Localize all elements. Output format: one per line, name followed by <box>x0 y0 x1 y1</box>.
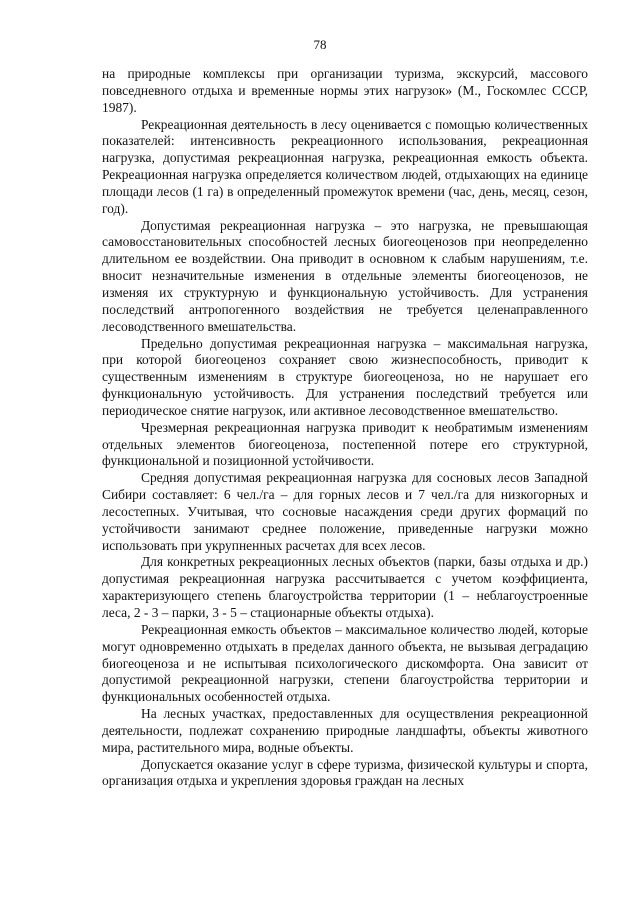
paragraph-recreational-activity: Рекреационная деятельность в лесу оценивается с помощью количественных показателей: интенсивность рекреационного использования, рекреационная нагрузка, допустимая рекреационная нагрузка, рекреационная емкость объекта. Рекреационная нагрузка определяется количеством людей, отдыхающих на единице площади лесов (1 га) в определенный промежуток времени (час, день, месяц, сезон, год). <box>102 116 588 216</box>
paragraph-excessive-load: Чрезмерная рекреационная нагрузка приводит к необратимым изменениям отдельных элементов биогеоценоза, постепенной потере его структурной, функциональной и позиционной устойчивости. <box>102 419 588 469</box>
paragraph-maximum-permissible-load: Предельно допустимая рекреационная нагрузка – максимальная нагрузка, при которой биогеоценоз сохраняет свою жизнеспособность, приводит к существенным изменениям в структуре биогеоценоза, но не нарушает его функциональную устойчивость. Для устранения последствий требуется или периодическое снятие нагрузок, или активное лесоводственное вмешательство. <box>102 335 588 418</box>
paragraph-continuation: на природные комплексы при организации туризма, экскурсий, массового повседневного отдыха и временные нормы этих нагрузок» (М., Госкомлес СССР, 1987). <box>102 66 588 115</box>
paragraph-specific-objects: Для конкретных рекреационных лесных объектов (парки, базы отдыха и др.) допустимая рекреационная нагрузка рассчитывается с учетом коэффициента, характеризующего степень благоустройства территории (1 – неблагоустроенные леса, 2 - 3 – парки, 3 - 5 – стационарные объекты отдыха). <box>102 554 588 620</box>
paragraph-recreational-capacity: Рекреационная емкость объектов – максимальное количество людей, которые могут одновременно отдыхать в пределах данного объекта, не вызывая деградацию биогеоценоза и не испытывая психологического дискомфорта. Она зависит от допустимой рекреационной нагрузки, степени благоустройства территории и функциональных особенностей отдыха. <box>102 621 588 705</box>
paragraph-services-allowed: Допускается оказание услуг в сфере туризма, физической культуры и спорта, организация отдыха и укрепления здоровья граждан на лесных <box>102 756 588 789</box>
body-text <box>102 66 588 790</box>
paragraph-permissible-load: Допустимая рекреационная нагрузка – это нагрузка, не превышающая самовосстановительных способностей лесных биогеоценозов при неопределенно длительном ее воздействии. Она приводит в основном к слабым нарушениям, т.е. вносит незначительные изменения в отдельные элементы биогеоценозов, не изменяя их структурную и функциональную устойчивость. Для устранения последствий антропогенного воздействия не требуется целенаправленного лесоводственного вмешательства. <box>102 217 588 334</box>
paragraph-forest-plots: На лесных участках, предоставленных для осуществления рекреационной деятельности, подлежат сохранению природные ландшафты, объекты животного мира, растительного мира, водные объекты. <box>102 706 588 755</box>
page-number: 78 <box>313 37 327 52</box>
paragraph-average-load: Средняя допустимая рекреационная нагрузка для сосновых лесов Западной Сибири составляет: 6 чел./га – для горных лесов и 7 чел./га для низкогорных и лесостепных. Учитывая, что сосновые насаждения среди других формаций по устойчивости занимают среднее положение, приведенные нагрузки можно использовать при укрупненных расчетах для всех лесов. <box>102 470 588 553</box>
